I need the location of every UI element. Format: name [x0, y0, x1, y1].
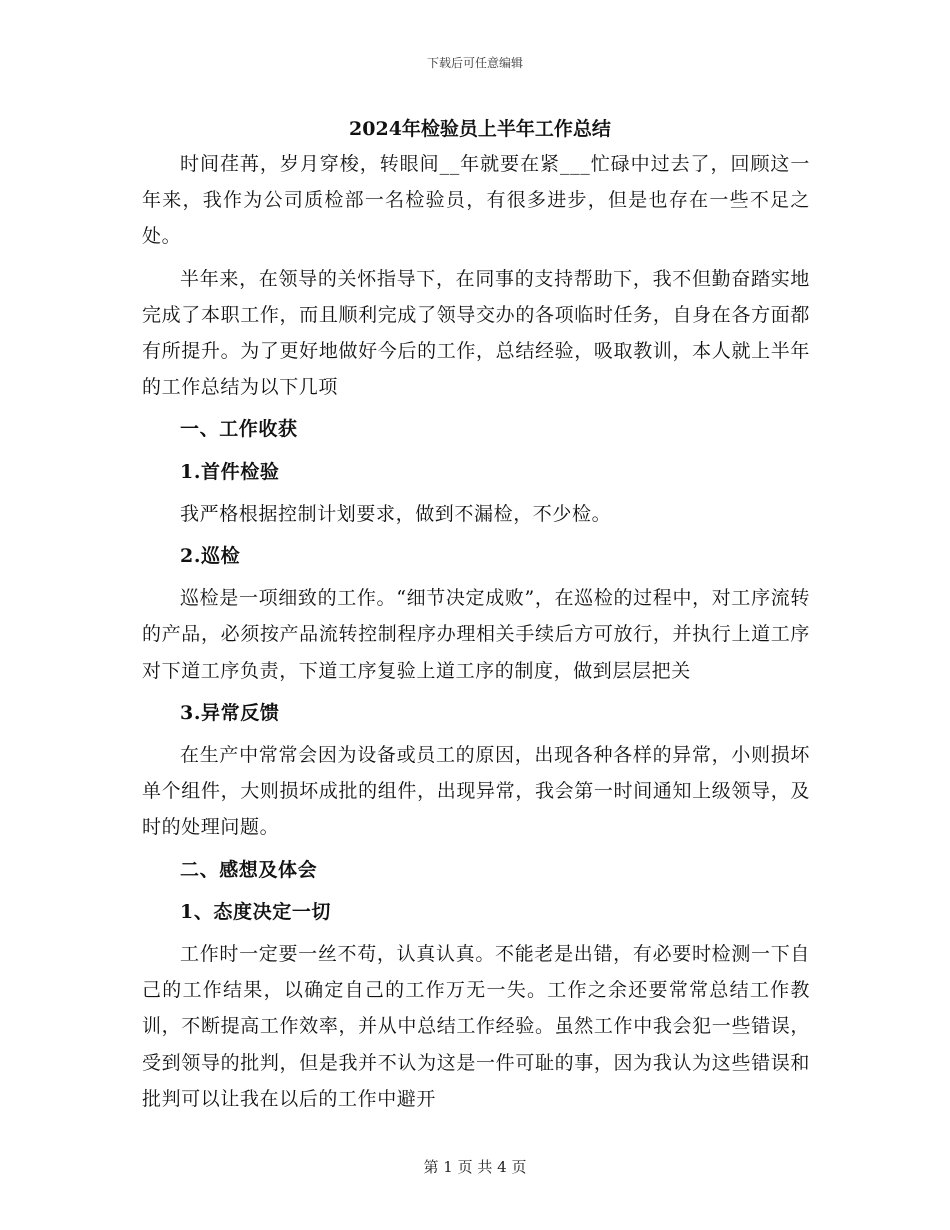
subheading-first-article: 1.首件检验 — [180, 460, 280, 483]
section-heading-gains: 一、工作收获 — [180, 418, 298, 441]
document-title: 2024年检验员上半年工作总结 — [349, 118, 611, 140]
page-number-footer: 第 1 页 共 4 页 — [423, 1158, 527, 1176]
section-heading-reflections: 二、感想及体会 — [180, 858, 318, 881]
paragraph-exception: 在生产中常常会因为设备或员工的原因，出现各种各样的异常，小则损坏单个组件，大则损坏成批的组件，出现异常，我会第一时间通知上级领导，及时的处理问题。 — [142, 744, 810, 839]
paragraph-attitude: 工作时一定要一丝不苟，认真认真。不能老是出错，有必要时检测一下自己的工作结果，以确定自己的工作万无一失。工作之余还要常常总结工作教训，不断提高工作效率，并从中总结工作经验。虽然工作中我会犯一些错误，受到领导的批判，但是我并不认为这是一件可耻的事，因为我认为这些错误和批判可以让我在以后的工作中避开 — [142, 943, 810, 1110]
subheading-attitude: 1、态度决定一切 — [180, 900, 332, 923]
subheading-patrol: 2.巡检 — [180, 545, 241, 568]
paragraph-patrol: 巡检是一项细致的工作。“细节决定成败”，在巡检的过程中，对工序流转的产品，必须按产品流转控制程序办理相关手续后方可放行，并执行上道工序对下道工序负责，下道工序复验上道工序的制度，做到层层把关 — [142, 587, 810, 682]
subheading-exception: 3.异常反馈 — [180, 701, 280, 724]
document-body — [142, 112, 810, 1117]
paragraph-summary: 半年来，在领导的关怀指导下，在同事的支持帮助下，我不但勤奋踏实地完成了本职工作，而且顺利完成了领导交办的各项临时任务，自身在各方面都有所提升。为了更好地做好今后的工作，总结经验，吸取教训，本人就上半年的工作总结为以下几项 — [142, 267, 810, 399]
paragraph-intro: 时间荏苒，岁月穿梭，转眼间__年就要在紧___忙碌中过去了，回顾这一年来，我作为公司质检部一名检验员，有很多进步，但是也存在一些不足之处。 — [142, 153, 810, 248]
page-header-note: 下载后可任意编辑 — [426, 56, 523, 70]
paragraph-first-article: 我严格根据控制计划要求，做到不漏检，不少检。 — [180, 502, 612, 525]
